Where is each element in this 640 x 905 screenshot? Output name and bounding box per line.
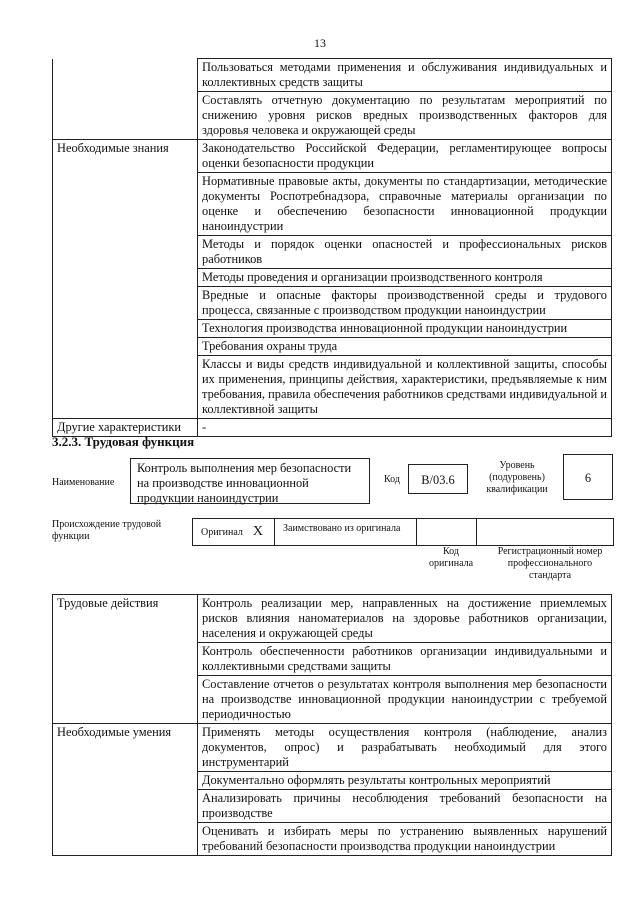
function-details-table [52, 594, 612, 856]
registration-number-caption: Регистрационный номер профессионального стандарта [497, 546, 603, 581]
table-row [53, 724, 612, 772]
qualification-level-value: 6 [563, 454, 613, 500]
row-content: Контроль обеспеченности работников организации индивидуальными и коллективными средствами защиты [198, 643, 612, 676]
original-code-caption: Код оригинала [428, 546, 474, 569]
row-content: - [198, 419, 612, 437]
row-content: Пользоваться методами применения и обслуживания индивидуальных и коллективных средств защиты [198, 59, 612, 92]
origin-borrowed-cell: Заимствовано из оригинала [274, 518, 416, 546]
row-content: Технология производства инновационной продукции наноиндустрии [198, 320, 612, 338]
row-content: Вредные и опасные факторы производственной среды и трудового процесса, связанные с производством продукции наноиндустрии [198, 287, 612, 320]
top-requirements-table [52, 58, 612, 437]
origin-original-cell [192, 518, 274, 546]
origin-row [192, 518, 614, 546]
table-row [53, 59, 612, 92]
row-content: Документально оформлять результаты контрольных мероприятий [198, 772, 612, 790]
row-content: Классы и виды средств индивидуальной и коллективной защиты, способы их применения, принципы действия, характеристики, предъявляемые к ним требования, правила обеспечения работников средствами индивидуальной и коллективной защиты [198, 356, 612, 419]
origin-reg-cell [476, 518, 614, 546]
section-heading: 3.2.3. Трудовая функция [52, 434, 195, 449]
row-content: Методы проведения и организации производственного контроля [198, 269, 612, 287]
row-content: Применять методы осуществления контроля (наблюдение, анализ документов, опрос) и разрабатывать необходимый для этого инструментарий [198, 724, 612, 772]
row-content: Составление отчетов о результатах контроля выполнения мер безопасности на производстве инновационной продукции наноиндустрии с требуемой периодичностью [198, 676, 612, 724]
page-number: 13 [314, 36, 326, 50]
row-content: Нормативные правовые акты, документы по стандартизации, методические документы Роспотребнадзора, справочные материалы организации по оценке и обеспечению безопасности инновационной продукции наноиндустрии [198, 173, 612, 236]
origin-mark: X [252, 524, 264, 539]
row-content: Методы и порядок оценки опасностей и профессиональных рисков работников [198, 236, 612, 269]
row-label-knowledge: Необходимые знания [53, 140, 198, 419]
name-label: Наименование [52, 477, 115, 488]
origin-original-label: Оригинал [201, 526, 243, 538]
function-code-value: B/03.6 [408, 464, 468, 494]
qualification-level-label: Уровень (подуровень) квалификации [486, 460, 548, 495]
row-content: Законодательство Российской Федерации, регламентирующее вопросы оценки безопасности продукции [198, 140, 612, 173]
row-content: Оценивать и избирать меры по устранению выявленных нарушений требований безопасности производства продукции наноиндустрии [198, 823, 612, 856]
row-content: Анализировать причины несоблюдения требований безопасности на производстве [198, 790, 612, 823]
code-label: Код [384, 474, 400, 485]
origin-code-cell [416, 518, 476, 546]
row-label [53, 59, 198, 140]
row-content: Требования охраны труда [198, 338, 612, 356]
table-row [53, 595, 612, 643]
row-content: Контроль реализации мер, направленных на достижение приемлемых рисков влияния наноматериалов на здоровье работников организации, населения и окружающей среды [198, 595, 612, 643]
origin-label: Происхождение трудовой функции [52, 519, 162, 542]
table-row [53, 140, 612, 173]
row-label-actions: Трудовые действия [53, 595, 198, 724]
row-label-skills: Необходимые умения [53, 724, 198, 856]
row-content: Составлять отчетную документацию по результатам мероприятий по снижению уровня рисков вредных производственных факторов для здоровья человека и окружающей среды [198, 92, 612, 140]
function-name-value: Контроль выполнения мер безопасности на производстве инновационной продукции наноиндустрии [130, 458, 370, 504]
row-label-other: Другие характеристики [53, 419, 198, 437]
